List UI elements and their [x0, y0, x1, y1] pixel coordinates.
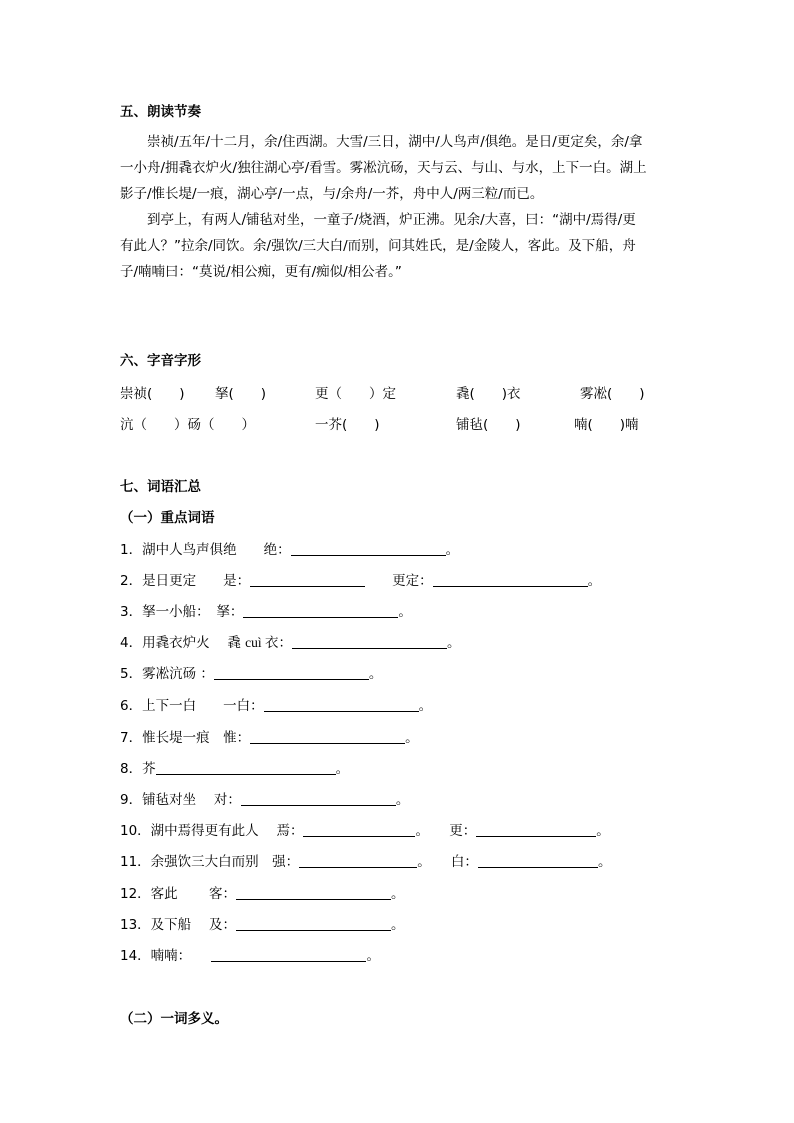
- pron-item: 喃( )喃: [574, 417, 639, 433]
- vocab-prompt: 3．拏一小船： 拏：: [120, 604, 244, 620]
- vocab-item-2: [120, 572, 601, 590]
- vocab-item-13: [120, 916, 404, 934]
- para1-line2: 一小舟/拥毳衣炉火/独往湖心亭/看雪。雾凇沆砀，天与云、与山、与水，上下一白。湖上: [120, 160, 647, 176]
- end-mark: 。: [405, 730, 419, 746]
- vocab-item-4: [120, 634, 461, 652]
- vocab-prompt: 5．雾凇沆砀 ：: [120, 666, 214, 682]
- answer-blank[interactable]: [156, 760, 336, 775]
- para1-line1: 崇祯/五年/十二月，余/住西湖。大雪/三日，湖中/人鸟声/俱绝。是日/更定矣，余/拿: [147, 134, 643, 150]
- pron-item: 更（ ）定: [315, 386, 396, 402]
- pron-item: 沆（ ）砀（ ）: [120, 417, 255, 433]
- answer-blank[interactable]: [214, 665, 369, 680]
- section-7-heading: 七、词语汇总: [120, 479, 201, 495]
- vocab-item-7: [120, 729, 419, 747]
- answer-blank[interactable]: [303, 822, 415, 837]
- end-mark: 。: [368, 666, 383, 682]
- answer-blank[interactable]: [211, 947, 366, 962]
- end-mark: 。: [335, 761, 350, 777]
- section-5-heading: 五、朗读节奏: [120, 104, 201, 120]
- end-mark: 。: [445, 542, 460, 558]
- answer-blank[interactable]: [243, 603, 398, 618]
- answer-blank[interactable]: [478, 853, 598, 868]
- end-mark: 。: [390, 917, 405, 933]
- para2-line2: 有此人？”拉余/同饮。余/强饮/三大白/而别，问其姓氏，是/金陵人，客此。及下船，舟: [120, 238, 636, 254]
- end-mark: 。: [418, 698, 433, 714]
- answer-blank[interactable]: [236, 885, 391, 900]
- vocab-item-10: [120, 822, 610, 840]
- answer-blank[interactable]: [476, 822, 596, 837]
- reading-passage: [120, 129, 648, 285]
- vocab-item-9: [120, 791, 409, 809]
- vocab-item-5: [120, 665, 382, 683]
- vocab-prompt: 2．是日更定 是：: [120, 573, 251, 589]
- end-mark: 。: [398, 604, 412, 620]
- answer-blank[interactable]: [236, 916, 391, 931]
- vocab-prompt: 12．客此 客：: [120, 886, 236, 902]
- vocab-prompt: 白：: [423, 854, 478, 870]
- pron-item: 一芥( ): [315, 417, 380, 433]
- vocab-prompt: 更：: [422, 823, 477, 839]
- para1-line3: 影子/惟长堤/一痕，湖心亭/一点，与/余舟/一芥，舟中人/两三粒/而已。: [120, 186, 544, 202]
- vocab-item-3: [120, 603, 412, 621]
- vocab-prompt: 1．湖中人鸟声俱绝 绝：: [120, 542, 291, 558]
- vocab-prompt: 9．铺毡对坐 对：: [120, 792, 241, 808]
- vocab-prompt: 13．及下船 及：: [120, 917, 236, 933]
- vocab-item-6: [120, 697, 432, 715]
- vocab-item-12: [120, 885, 404, 903]
- pron-item: 拏( ): [215, 386, 267, 402]
- answer-blank[interactable]: [291, 541, 446, 556]
- para2-line1: 到亭上，有两人/铺毡对坐，一童子/烧酒，炉正沸。见余/大喜，曰：“湖中/焉得/更: [147, 212, 636, 228]
- answer-blank[interactable]: [241, 791, 396, 806]
- answer-blank[interactable]: [264, 697, 419, 712]
- vocab-item-1: [120, 541, 459, 559]
- answer-blank[interactable]: [292, 634, 447, 649]
- para2-line3: 子/喃喃曰：“莫说/相公痴，更有/痴似/相公者。”: [120, 264, 402, 280]
- pron-item: 雾凇( ): [580, 386, 645, 402]
- vocab-prompt: 14．喃喃：: [120, 948, 212, 964]
- end-mark: 。: [395, 792, 410, 808]
- end-mark: 。: [587, 573, 602, 589]
- vocab-prompt: 7．惟长堤一痕 惟：: [120, 730, 251, 746]
- end-mark: 。: [366, 948, 380, 964]
- end-mark: 。: [596, 823, 610, 839]
- pron-item: 崇祯( ): [120, 386, 185, 402]
- vocab-prompt: 8．芥: [120, 761, 156, 777]
- vocab-item-14: [120, 947, 380, 965]
- end-mark: 。: [390, 886, 405, 902]
- vocab-prompt: 10．湖中焉得更有此人 焉：: [120, 823, 304, 839]
- vocab-prompt: 4．用毳衣炉火 毳: [120, 635, 246, 651]
- end-mark: 。: [447, 635, 461, 651]
- pinyin-hint: cuì 衣：: [245, 635, 293, 650]
- vocab-prompt: 更定：: [365, 573, 433, 589]
- vocab-item-8: [120, 760, 349, 778]
- pron-item: 毳( )衣: [456, 386, 521, 402]
- end-mark: 。: [415, 823, 423, 839]
- vocab-prompt: 6．上下一白 一白：: [120, 698, 264, 714]
- vocab-prompt: 11．余强饮三大白而别 强：: [120, 854, 300, 870]
- vocab-item-11: [120, 853, 611, 871]
- subsection-polysemy: （二）一词多义。: [120, 1011, 228, 1027]
- section-6-heading: 六、字音字形: [120, 353, 201, 369]
- answer-blank[interactable]: [299, 853, 417, 868]
- answer-blank[interactable]: [250, 729, 405, 744]
- end-mark: 。: [597, 854, 612, 870]
- answer-blank[interactable]: [433, 572, 588, 587]
- end-mark: 。: [417, 854, 424, 870]
- subsection-key-words: （一）重点词语: [120, 510, 215, 526]
- pron-item: 铺毡( ): [456, 417, 521, 433]
- answer-blank[interactable]: [250, 572, 365, 587]
